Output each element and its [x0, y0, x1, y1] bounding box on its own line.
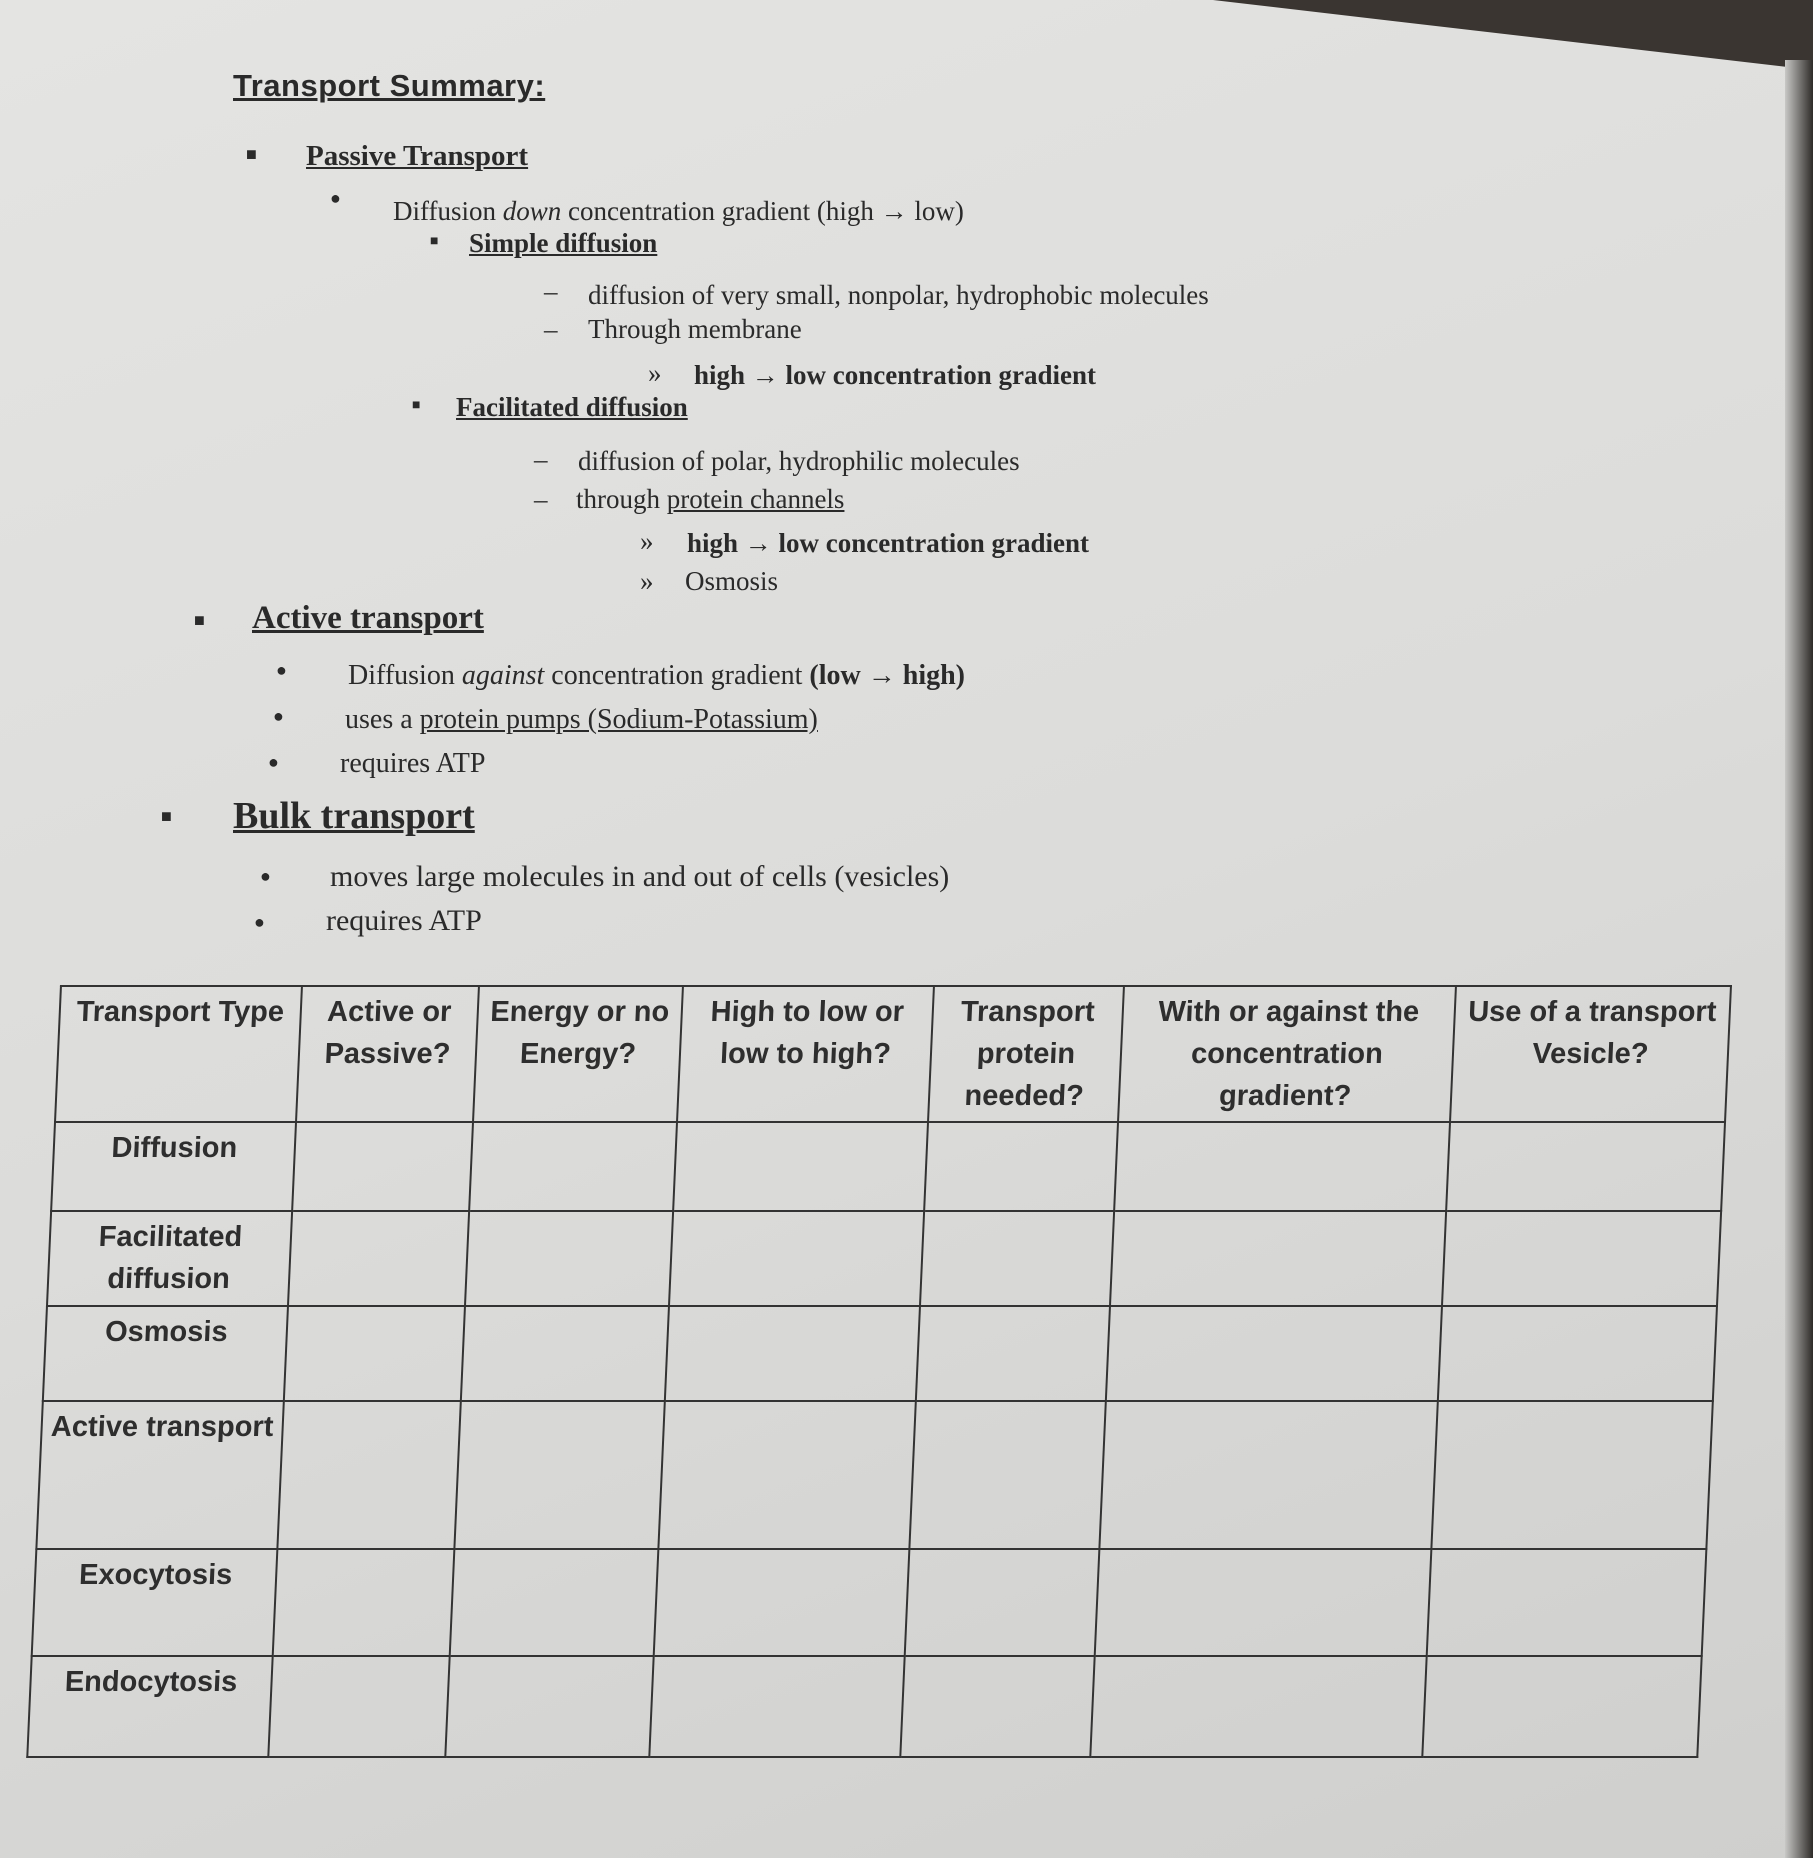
underlined-text: protein channels [666, 484, 845, 514]
answer-cell[interactable] [1095, 1549, 1432, 1656]
header-energy: Energy or no Energy? [473, 986, 683, 1122]
row-label: Facilitated diffusion [47, 1211, 292, 1306]
answer-cell[interactable] [649, 1656, 904, 1757]
bullet-icon: ● [254, 912, 265, 932]
bullet-icon: ● [273, 706, 284, 726]
text: through [576, 484, 667, 514]
bullet-icon: ● [330, 188, 341, 208]
emphasis: down [502, 196, 562, 226]
table-row [32, 1549, 1707, 1656]
header-direction: High to low or low to high? [677, 986, 934, 1122]
answer-cell[interactable] [673, 1122, 928, 1211]
heading-simple-diffusion: Simple diffusion [469, 228, 658, 258]
answer-cell[interactable] [1114, 1122, 1450, 1211]
dash-icon: – [534, 484, 548, 514]
answer-cell[interactable] [658, 1401, 915, 1549]
answer-cell[interactable] [277, 1401, 460, 1549]
answer-cell[interactable] [292, 1122, 473, 1211]
answer-cell[interactable] [1110, 1211, 1446, 1306]
answer-cell[interactable] [1106, 1306, 1442, 1401]
answer-cell[interactable] [450, 1549, 659, 1656]
answer-cell[interactable] [465, 1211, 673, 1306]
answer-cell[interactable] [284, 1306, 465, 1401]
text: Diffusion [393, 196, 503, 226]
answer-cell[interactable] [920, 1211, 1114, 1306]
header-protein-needed: Transport protein needed? [928, 986, 1124, 1122]
dash-icon: – [544, 314, 558, 344]
dash-icon: – [534, 444, 548, 474]
bullet-icon: ■ [194, 610, 205, 630]
bullet-icon: ■ [161, 806, 172, 826]
answer-cell[interactable] [454, 1401, 664, 1549]
heading-facilitated-diffusion: Facilitated diffusion [456, 392, 688, 422]
heading-bulk-transport: Bulk transport [233, 795, 475, 837]
emphasis: against [461, 660, 545, 691]
answer-cell[interactable] [654, 1549, 910, 1656]
header-gradient: With or against the concentration gradient? [1118, 986, 1456, 1122]
heading-active-transport: Active transport [252, 600, 484, 636]
active-point-3: requires ATP [340, 748, 486, 779]
table-row [51, 1122, 1725, 1211]
answer-cell[interactable] [1099, 1401, 1437, 1549]
answer-cell[interactable] [1431, 1401, 1712, 1549]
simple-point-2: Through membrane [588, 314, 802, 344]
row-label: Endocytosis [27, 1656, 272, 1757]
header-vesicle: Use of a transport Vesicle? [1450, 986, 1731, 1122]
row-label: Exocytosis [32, 1549, 278, 1656]
facilitated-point-4: Osmosis [685, 566, 779, 596]
answer-cell[interactable] [900, 1656, 1094, 1757]
row-label: Active transport [36, 1401, 283, 1549]
table-row [27, 1656, 1701, 1757]
bullet-icon: ■ [430, 234, 439, 249]
answer-cell[interactable] [909, 1401, 1105, 1549]
answer-cell[interactable] [1442, 1211, 1721, 1306]
answer-cell[interactable] [1438, 1306, 1717, 1401]
chevron-icon: » [640, 566, 654, 596]
transport-comparison-table [26, 985, 1732, 1758]
bullet-icon: ■ [246, 144, 257, 164]
bullet-icon: ● [268, 752, 279, 772]
answer-cell[interactable] [665, 1306, 920, 1401]
answer-cell[interactable] [445, 1656, 653, 1757]
answer-cell[interactable] [268, 1656, 449, 1757]
answer-cell[interactable] [288, 1211, 469, 1306]
answer-cell[interactable] [1427, 1549, 1707, 1656]
answer-cell[interactable] [916, 1306, 1110, 1401]
active-point-1 [348, 660, 965, 692]
answer-cell[interactable] [273, 1549, 455, 1656]
answer-cell[interactable] [469, 1122, 677, 1211]
answer-cell[interactable] [461, 1306, 669, 1401]
table-row [43, 1306, 1717, 1401]
chevron-icon: » [648, 358, 662, 388]
answer-cell[interactable] [669, 1211, 924, 1306]
chevron-icon: » [640, 526, 654, 556]
bullet-icon: ● [260, 866, 271, 886]
heading-passive-transport: Passive Transport [306, 140, 529, 172]
bullet-icon: ■ [412, 398, 421, 413]
background-corner [1213, 0, 1813, 70]
paper-edge-shadow [1785, 60, 1813, 1858]
answer-cell[interactable] [1090, 1656, 1426, 1757]
bulk-point-2: requires ATP [326, 904, 482, 937]
row-label: Osmosis [43, 1306, 288, 1401]
text: uses a [345, 704, 420, 735]
facilitated-point-2 [576, 484, 844, 515]
table-row [47, 1211, 1721, 1306]
active-point-2 [345, 704, 818, 736]
bullet-icon: ● [276, 660, 287, 680]
text: concentration gradient [544, 660, 810, 691]
row-label: Diffusion [51, 1122, 296, 1211]
passive-description [393, 196, 964, 227]
header-active-passive: Active or Passive? [296, 986, 479, 1122]
answer-cell[interactable] [1422, 1656, 1701, 1757]
text: Diffusion [348, 660, 462, 691]
answer-cell[interactable] [1446, 1122, 1725, 1211]
page-title: Transport Summary: [233, 68, 546, 103]
table-header-row [55, 986, 1731, 1122]
header-transport-type: Transport Type [55, 986, 302, 1122]
dash-icon: – [544, 276, 558, 306]
facilitated-point-1: diffusion of polar, hydrophilic molecules [578, 446, 1020, 476]
text: concentration gradient (high → low) [561, 196, 964, 226]
simple-point-1: diffusion of very small, nonpolar, hydrophobic molecules [588, 280, 1209, 310]
bulk-point-1: moves large molecules in and out of cells (vesicles) [330, 860, 950, 893]
simple-point-3: high → low concentration gradient [694, 360, 1096, 390]
answer-cell[interactable] [905, 1549, 1100, 1656]
facilitated-point-3: high → low concentration gradient [687, 528, 1089, 558]
table-row [36, 1401, 1712, 1549]
answer-cell[interactable] [924, 1122, 1118, 1211]
bold-text: (low → high) [809, 660, 965, 691]
underlined-text: protein pumps (Sodium-Potassium) [419, 704, 818, 735]
